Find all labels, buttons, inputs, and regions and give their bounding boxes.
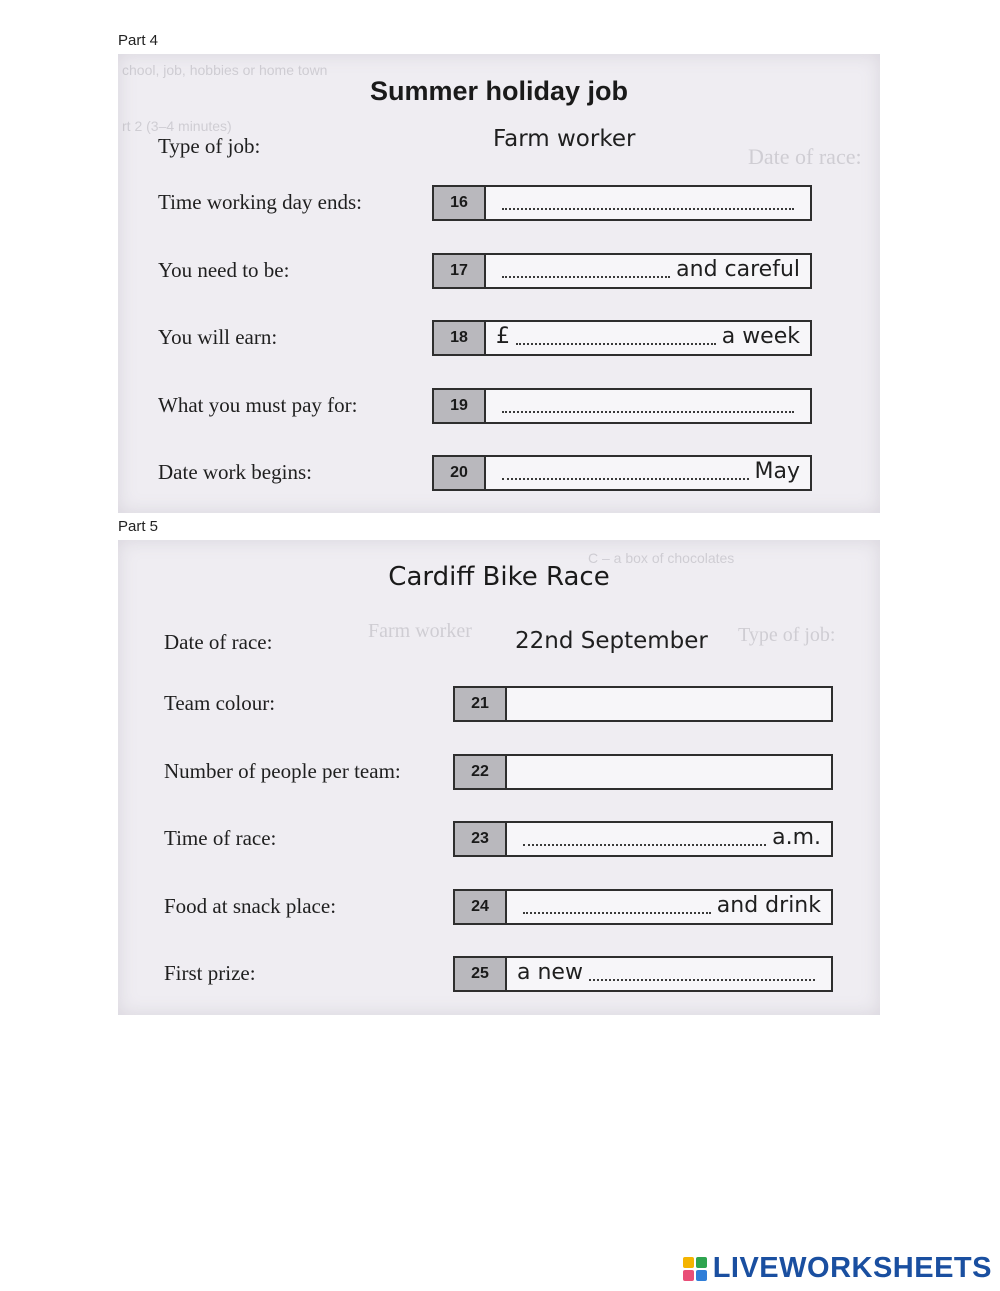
question-number: 22 <box>455 756 507 788</box>
question-number: 20 <box>434 457 486 489</box>
question-20-label: Date work begins: <box>158 460 312 484</box>
question-24-answer-field[interactable] <box>507 891 831 923</box>
question-23-answer-box[interactable] <box>453 821 833 857</box>
question-number: 18 <box>434 322 486 354</box>
cardiff-bike-race-card: C – a box of chocolates Farm worker Type of job: Cardiff Bike Race Date of race: 22nd September Team colour: 21 Number of people per team: 22 Time of race: 23 a.m. Food at snack place: 24 and drink First prize: 25 a new <box>118 540 880 1015</box>
answer-suffix: a.m. <box>772 825 821 850</box>
question-24-label: Food at snack place: <box>164 893 337 918</box>
question-25-label: First prize: <box>164 961 256 985</box>
type-of-job-label: Type of job: <box>158 134 261 158</box>
answer-suffix: and careful <box>676 256 800 282</box>
question-25-answer-field[interactable] <box>507 958 831 990</box>
type-of-job-value: Farm worker <box>493 126 636 152</box>
question-number: 21 <box>455 688 507 720</box>
question-16-answer-box[interactable] <box>432 185 812 221</box>
question-21-answer-box[interactable] <box>453 686 833 722</box>
answer-prefix: a new <box>517 960 583 985</box>
question-24-answer-box[interactable] <box>453 889 833 925</box>
question-17-answer-box[interactable] <box>432 253 812 289</box>
card-title: Cardiff Bike Race <box>388 562 610 592</box>
question-22-answer-box[interactable] <box>453 754 833 790</box>
question-18-answer-box[interactable] <box>432 320 812 356</box>
dotted-answer-line[interactable] <box>502 477 749 480</box>
question-number: 17 <box>434 255 486 287</box>
date-of-race-label: Date of race: <box>164 630 273 654</box>
dotted-answer-line[interactable] <box>523 911 711 914</box>
question-21-answer-field[interactable] <box>507 688 831 720</box>
question-17-label: You need to be: <box>158 257 290 282</box>
liveworksheets-logo-icon <box>683 1257 707 1281</box>
question-23-label: Time of race: <box>164 826 277 850</box>
question-19-answer-box[interactable] <box>432 388 812 424</box>
question-18-label: You will earn: <box>158 325 278 349</box>
question-number: 16 <box>434 187 486 219</box>
dotted-answer-line[interactable] <box>502 410 794 413</box>
date-of-race-value: 22nd September <box>515 628 708 654</box>
question-number: 24 <box>455 891 507 923</box>
answer-suffix: a week <box>721 324 800 349</box>
question-20-answer-box[interactable] <box>432 455 812 491</box>
answer-prefix: £ <box>496 324 510 349</box>
answer-suffix: and drink <box>716 892 821 918</box>
dotted-answer-line[interactable] <box>516 342 716 345</box>
question-19-answer-field[interactable] <box>486 390 810 422</box>
question-21-label: Team colour: <box>164 691 276 715</box>
question-20-answer-field[interactable] <box>486 457 810 489</box>
card-title: Summer holiday job <box>369 76 629 106</box>
answer-suffix: May <box>754 459 800 484</box>
question-22-answer-field[interactable] <box>507 756 831 788</box>
dotted-answer-line[interactable] <box>589 978 815 981</box>
question-19-label: What you must pay for: <box>158 392 358 417</box>
question-number: 25 <box>455 958 507 990</box>
question-23-answer-field[interactable] <box>507 823 831 855</box>
question-17-answer-field[interactable] <box>486 255 810 287</box>
question-16-label: Time working day ends: <box>158 190 362 214</box>
dotted-answer-line[interactable] <box>502 275 670 278</box>
question-18-answer-field[interactable] <box>486 322 810 354</box>
dotted-answer-line[interactable] <box>523 843 766 846</box>
part-4-label: Part 4 <box>118 32 159 49</box>
question-number: 23 <box>455 823 507 855</box>
question-number: 19 <box>434 390 486 422</box>
dotted-answer-line[interactable] <box>523 710 815 711</box>
summer-holiday-job-card: chool, job, hobbies or home town rt 2 (3–4 minutes) Date of race: Summer holiday job Type of job: Farm worker Time working day ends: 16 You need to be: 17 and careful You will earn: 18 £ a week What you must pay for: 19 Date work begins: 20 May <box>118 54 880 513</box>
brand-name: LIVEWORKSHEETS <box>712 1252 992 1284</box>
liveworksheets-logo <box>683 1252 992 1285</box>
dotted-answer-line[interactable] <box>523 778 815 779</box>
question-22-label: Number of people per team: <box>164 758 401 783</box>
dotted-answer-line[interactable] <box>502 207 794 210</box>
question-16-answer-field[interactable] <box>486 187 810 219</box>
question-25-answer-box[interactable] <box>453 956 833 992</box>
part-5-label: Part 5 <box>118 518 159 535</box>
